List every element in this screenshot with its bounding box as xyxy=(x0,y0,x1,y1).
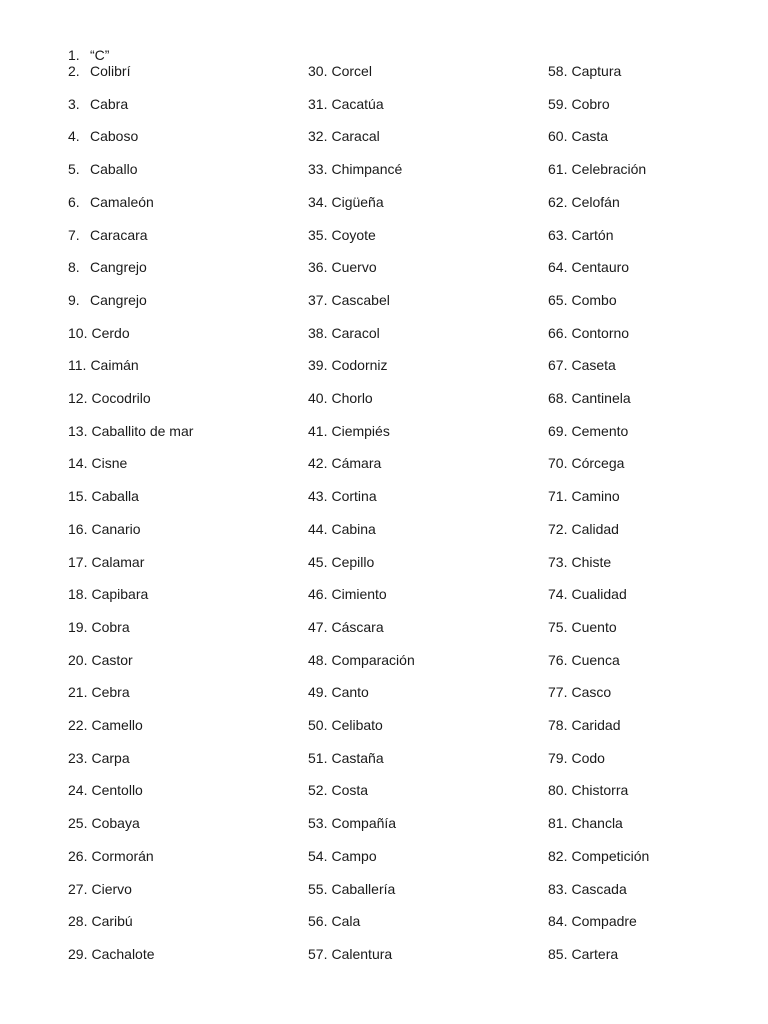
list-item-number: 1. xyxy=(68,47,80,63)
list-item-word: Caballo xyxy=(90,161,138,178)
list-item-number: 3. xyxy=(68,95,80,112)
list-item-number: 18. xyxy=(68,586,88,603)
list-item-number: 58. xyxy=(548,63,568,79)
list-item xyxy=(308,782,368,798)
list-item-word: Ciervo xyxy=(91,880,132,897)
list-item-number: 69. xyxy=(548,422,568,439)
list-item-number: 66. xyxy=(548,324,568,341)
list-item-number: 10. xyxy=(68,324,88,341)
list-item-word: Campo xyxy=(331,847,377,864)
list-item xyxy=(548,96,610,112)
list-item-number: 28. xyxy=(68,913,88,930)
list-item-word: Contorno xyxy=(571,324,630,341)
list-item xyxy=(548,750,605,766)
list-item xyxy=(68,194,154,210)
list-item xyxy=(68,946,155,962)
list-item-word: Centauro xyxy=(571,259,630,276)
list-item-word: Cartera xyxy=(571,945,619,962)
list-item-number: 53. xyxy=(308,815,328,832)
list-item-number: 32. xyxy=(308,128,328,145)
list-item-number: 23. xyxy=(68,749,88,766)
list-item-number: 9. xyxy=(68,291,80,308)
list-item xyxy=(548,128,608,144)
list-item-number: 22. xyxy=(68,717,88,733)
list-item xyxy=(548,782,628,798)
list-item-number: 52. xyxy=(308,782,328,799)
list-item-word: Caballa xyxy=(91,488,139,505)
list-item-word: Cuenca xyxy=(571,651,620,668)
list-item xyxy=(548,161,646,177)
list-item-number: 63. xyxy=(548,226,568,243)
list-item xyxy=(68,913,133,929)
list-item xyxy=(548,652,620,668)
list-item xyxy=(68,815,140,831)
list-item xyxy=(308,63,372,79)
list-item-number: 6. xyxy=(68,193,80,210)
list-item-number: 26. xyxy=(68,847,88,864)
list-item xyxy=(68,423,193,439)
list-item-word: Casco xyxy=(571,684,612,701)
list-item-number: 12. xyxy=(68,390,88,406)
list-item-word: Cepillo xyxy=(331,553,375,570)
list-item-number: 65. xyxy=(548,291,568,308)
list-item-word: Camello xyxy=(91,717,143,733)
list-item-number: 15. xyxy=(68,488,88,505)
list-item-word: Cerdo xyxy=(91,324,130,341)
list-item xyxy=(548,390,631,406)
list-item-word: Cemento xyxy=(571,422,629,439)
list-item-word: Celebración xyxy=(571,161,647,178)
list-item-number: 84. xyxy=(548,913,568,930)
list-item-word: Caballería xyxy=(331,880,396,897)
list-item-word: Codo xyxy=(571,749,605,766)
list-item xyxy=(548,554,611,570)
list-item-word: Codorniz xyxy=(331,357,388,374)
list-item-number: 46. xyxy=(308,586,328,603)
list-item-word: Cala xyxy=(331,913,361,930)
list-item xyxy=(308,194,384,210)
list-item-number: 24. xyxy=(68,782,88,799)
list-item xyxy=(68,96,128,112)
list-item xyxy=(68,325,130,341)
list-item-word: Celofán xyxy=(571,193,620,210)
list-item-word: Cascada xyxy=(571,880,627,897)
list-item-number: 4. xyxy=(68,128,80,145)
list-item-number: 20. xyxy=(68,651,88,668)
list-item xyxy=(68,455,127,471)
list-item xyxy=(308,455,381,471)
list-item xyxy=(68,161,137,177)
list-item-word: Competición xyxy=(571,847,650,864)
list-item-number: 56. xyxy=(308,913,328,930)
list-item-number: 71. xyxy=(548,488,568,505)
list-item xyxy=(308,227,376,243)
list-item-word: Caracol xyxy=(331,324,380,341)
list-item-number: 13. xyxy=(68,422,88,439)
list-item xyxy=(548,488,620,504)
list-item-word: Cobaya xyxy=(91,815,140,832)
list-item xyxy=(68,684,130,700)
list-item-number: 21. xyxy=(68,684,88,701)
list-item xyxy=(68,619,130,635)
list-item xyxy=(68,848,154,864)
list-item xyxy=(68,881,132,897)
list-item-number: 57. xyxy=(308,945,328,962)
list-item-number: 83. xyxy=(548,880,568,897)
list-item xyxy=(548,357,616,373)
list-item-word: Cualidad xyxy=(571,586,627,603)
list-item xyxy=(308,423,390,439)
list-item-word: Calentura xyxy=(331,945,393,962)
list-item xyxy=(548,848,649,864)
list-item-number: 68. xyxy=(548,390,568,406)
list-item-word: Cisne xyxy=(91,455,128,472)
list-item-number: 31. xyxy=(308,95,328,112)
list-item-number: 48. xyxy=(308,651,328,668)
list-item-number: 8. xyxy=(68,259,80,276)
list-item xyxy=(308,390,373,406)
list-item-number: 44. xyxy=(308,520,328,537)
list-item xyxy=(68,750,130,766)
list-item-word: Ciempiés xyxy=(331,422,390,439)
list-item-word: Coyote xyxy=(331,226,376,243)
list-item-word: Chiste xyxy=(571,553,612,570)
list-item-number: 81. xyxy=(548,815,568,832)
list-item-word: Caboso xyxy=(90,128,139,145)
list-item-word: Carpa xyxy=(91,749,130,766)
list-item xyxy=(308,913,360,929)
list-item-number: 38. xyxy=(308,324,328,341)
list-item xyxy=(548,259,629,275)
list-item xyxy=(548,619,617,635)
list-item xyxy=(308,848,377,864)
list-item xyxy=(308,750,384,766)
list-item xyxy=(548,946,618,962)
list-item-word: Córcega xyxy=(571,455,625,472)
list-item-number: 61. xyxy=(548,161,568,178)
list-item-word: Calamar xyxy=(91,553,145,570)
list-item-word: Cascabel xyxy=(331,291,390,308)
list-item-number: 82. xyxy=(548,847,568,864)
list-item-number: 80. xyxy=(548,782,568,799)
list-item-word: Caracal xyxy=(331,128,380,145)
list-item-number: 79. xyxy=(548,749,568,766)
list-item-number: 51. xyxy=(308,749,328,766)
list-item-number: 43. xyxy=(308,488,328,505)
list-item-word: Comparación xyxy=(331,651,415,668)
list-item-word: Combo xyxy=(571,291,617,308)
list-item-number: 35. xyxy=(308,226,328,243)
list-item xyxy=(548,227,614,243)
list-item xyxy=(68,259,147,275)
list-item-word: Cimiento xyxy=(331,586,387,603)
list-item-number: 67. xyxy=(548,357,568,374)
list-item xyxy=(308,652,415,668)
list-item xyxy=(68,554,144,570)
list-item-number: 49. xyxy=(308,684,328,701)
list-item-word: Cuento xyxy=(571,618,617,635)
list-item-number: 47. xyxy=(308,618,328,635)
list-item-number: 74. xyxy=(548,586,568,603)
list-item-word: Cocodrilo xyxy=(91,390,151,406)
list-item-number: 78. xyxy=(548,717,568,733)
list-item-word: Chancla xyxy=(571,815,623,832)
list-item-number: 2. xyxy=(68,63,80,79)
list-item-word: Cangrejo xyxy=(90,259,147,276)
list-item xyxy=(68,227,148,243)
list-item-word: Caridad xyxy=(571,717,621,733)
list-item xyxy=(308,946,392,962)
list-item-word: Cormorán xyxy=(91,847,154,864)
list-item-number: 77. xyxy=(548,684,568,701)
list-item-word: Cachalote xyxy=(91,945,155,962)
list-item xyxy=(308,161,402,177)
list-item xyxy=(548,325,629,341)
list-item xyxy=(68,357,139,373)
list-item-word: Camino xyxy=(571,488,620,505)
list-item-word: Compadre xyxy=(571,913,637,930)
list-item-word: Caseta xyxy=(571,357,616,374)
list-item-word: Caballito de mar xyxy=(91,422,194,439)
list-item xyxy=(68,586,148,602)
list-item xyxy=(308,684,369,700)
list-item-number: 33. xyxy=(308,161,328,178)
list-item xyxy=(308,128,380,144)
list-item xyxy=(308,717,383,733)
list-item-number: 16. xyxy=(68,520,88,537)
list-item-number: 7. xyxy=(68,226,80,243)
list-item xyxy=(548,455,624,471)
list-item-number: 60. xyxy=(548,128,568,145)
list-item-number: 76. xyxy=(548,651,568,668)
list-item xyxy=(308,815,396,831)
list-item-number: 27. xyxy=(68,880,88,897)
list-item-word: Camaleón xyxy=(90,193,154,210)
list-item-number: 34. xyxy=(308,193,328,210)
list-item xyxy=(308,357,388,373)
list-item-word: Celibato xyxy=(331,717,383,733)
list-item xyxy=(68,47,109,63)
list-item xyxy=(68,63,130,79)
list-item xyxy=(308,325,380,341)
list-item-word: Chimpancé xyxy=(331,161,403,178)
list-item-word: Cobro xyxy=(571,95,610,112)
list-item xyxy=(548,292,617,308)
list-item-number: 73. xyxy=(548,553,568,570)
list-item-number: 72. xyxy=(548,520,568,537)
list-item xyxy=(308,521,376,537)
list-item-word: Casta xyxy=(571,128,609,145)
list-item-number: 19. xyxy=(68,618,88,635)
list-item xyxy=(308,619,384,635)
list-item-word: Cáscara xyxy=(331,618,384,635)
list-item-word: Caracara xyxy=(90,226,148,243)
list-item-word: Cacatúa xyxy=(331,95,384,112)
list-item xyxy=(548,717,621,733)
list-item-number: 40. xyxy=(308,390,328,406)
list-item xyxy=(308,488,377,504)
list-item-word: Calidad xyxy=(571,520,619,537)
list-item xyxy=(548,684,611,700)
list-item-word: Cabra xyxy=(90,95,129,112)
list-item-number: 25. xyxy=(68,815,88,832)
list-item-number: 5. xyxy=(68,161,80,178)
list-item-word: Cámara xyxy=(331,455,382,472)
list-item xyxy=(548,815,623,831)
list-item-word: Caimán xyxy=(90,357,139,374)
list-item-word: Centollo xyxy=(91,782,143,799)
list-item-word: Chistorra xyxy=(571,782,629,799)
list-item xyxy=(308,96,384,112)
list-item-word: Castaña xyxy=(331,749,384,766)
list-item-word: Canto xyxy=(331,684,369,701)
list-item xyxy=(548,63,621,79)
list-item-number: 29. xyxy=(68,945,88,962)
list-item-number: 70. xyxy=(548,455,568,472)
list-item xyxy=(68,652,133,668)
list-item xyxy=(68,521,141,537)
list-item-word: Cangrejo xyxy=(90,291,147,308)
list-item xyxy=(68,488,139,504)
list-item xyxy=(68,292,147,308)
list-item-number: 45. xyxy=(308,553,328,570)
list-item xyxy=(308,881,395,897)
list-item xyxy=(548,586,627,602)
list-item-word: Chorlo xyxy=(331,390,373,406)
list-item-number: 75. xyxy=(548,618,568,635)
list-item-number: 17. xyxy=(68,553,88,570)
list-item-word: Colibrí xyxy=(90,63,131,79)
list-item-number: 42. xyxy=(308,455,328,472)
list-item-word: Captura xyxy=(571,63,622,79)
list-item xyxy=(68,782,143,798)
list-item-word: Cartón xyxy=(571,226,614,243)
list-item xyxy=(548,423,628,439)
list-item xyxy=(68,717,143,733)
list-item xyxy=(308,586,387,602)
list-item-number: 11. xyxy=(68,357,87,374)
list-item-number: 54. xyxy=(308,847,328,864)
list-item-word: Costa xyxy=(331,782,369,799)
list-item-word: Castor xyxy=(91,651,133,668)
list-item-number: 41. xyxy=(308,422,328,439)
list-item-word: Canario xyxy=(91,520,141,537)
list-item xyxy=(548,194,620,210)
list-item-number: 55. xyxy=(308,880,328,897)
list-item-number: 36. xyxy=(308,259,328,276)
list-item-word: Capibara xyxy=(91,586,149,603)
list-item xyxy=(68,390,151,406)
list-item-word: Cabina xyxy=(331,520,376,537)
list-item-number: 50. xyxy=(308,717,328,733)
list-item-number: 59. xyxy=(548,95,568,112)
list-item xyxy=(308,292,390,308)
list-item-number: 14. xyxy=(68,455,88,472)
list-item-number: 62. xyxy=(548,193,568,210)
list-item xyxy=(548,881,627,897)
list-item-word: Cebra xyxy=(91,684,130,701)
list-item xyxy=(308,554,374,570)
list-item-number: 30. xyxy=(308,63,328,79)
list-item-word: Cigüeña xyxy=(331,193,384,210)
list-item xyxy=(308,259,377,275)
list-item xyxy=(68,128,138,144)
list-item xyxy=(548,521,619,537)
list-item-word: Cobra xyxy=(91,618,130,635)
list-item-number: 85. xyxy=(548,945,568,962)
list-item-word: Corcel xyxy=(331,63,372,79)
list-item-word: “C” xyxy=(90,47,110,63)
list-item-word: Cuervo xyxy=(331,259,377,276)
list-item xyxy=(548,913,637,929)
list-item-word: Compañía xyxy=(331,815,397,832)
list-item-number: 64. xyxy=(548,259,568,276)
list-item-word: Cortina xyxy=(331,488,377,505)
list-item-word: Caribú xyxy=(91,913,133,930)
list-item-word: Cantinela xyxy=(571,390,631,406)
list-item-number: 39. xyxy=(308,357,328,374)
list-item-number: 37. xyxy=(308,291,328,308)
